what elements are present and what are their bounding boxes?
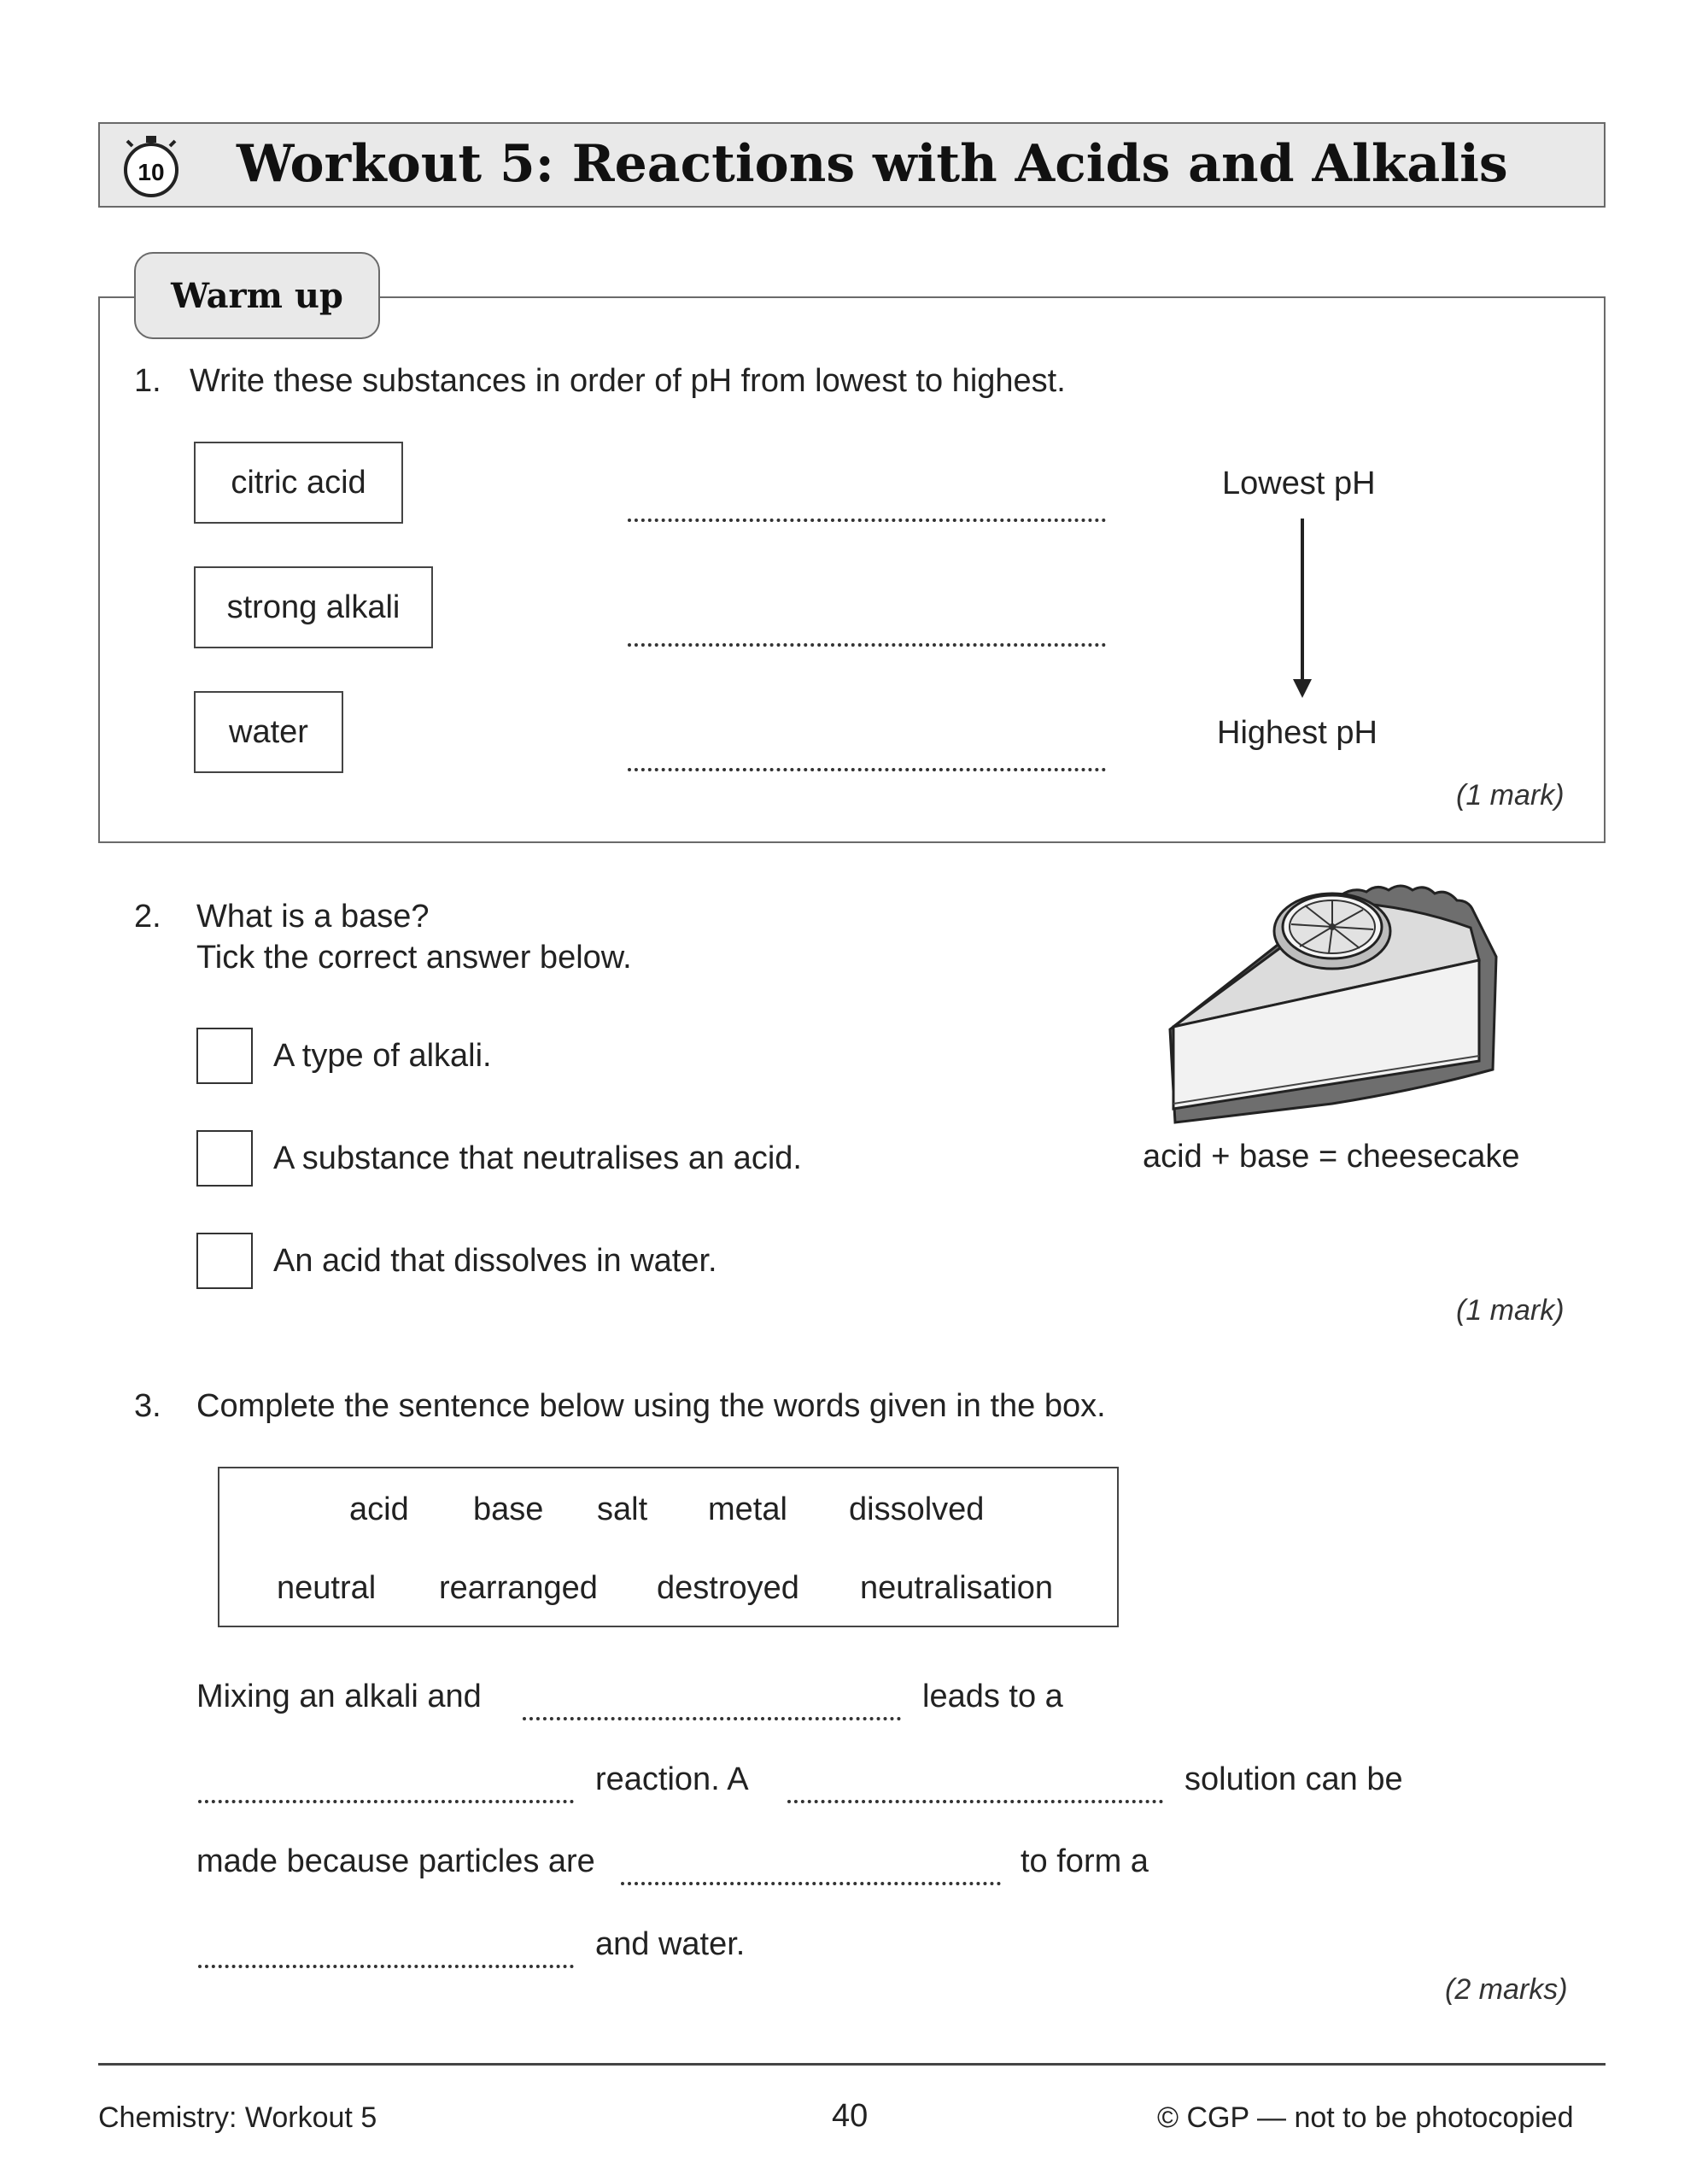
down-arrow-icon xyxy=(1281,517,1324,700)
q2-number: 2. xyxy=(134,899,161,935)
title-bar xyxy=(98,122,1606,208)
cheesecake-illustration xyxy=(1161,880,1503,1136)
sentence-part-3: reaction. A xyxy=(595,1761,749,1797)
q3-prompt: Complete the sentence below using the words given in the box. xyxy=(196,1388,1106,1424)
q3-number: 3. xyxy=(134,1388,161,1424)
tick-box-option-2[interactable] xyxy=(196,1130,253,1187)
word-dissolved: dissolved xyxy=(849,1491,985,1527)
word-box xyxy=(218,1467,1119,1627)
sentence-part-6: to form a xyxy=(1021,1843,1149,1879)
answer-line-3[interactable] xyxy=(628,768,1106,771)
blank-5[interactable] xyxy=(198,1965,574,1968)
q2-prompt-line2: Tick the correct answer below. xyxy=(196,940,632,976)
answer-line-1[interactable] xyxy=(628,519,1106,522)
stopwatch-icon xyxy=(115,131,187,202)
warmup-label: Warm up xyxy=(171,275,343,316)
sentence-part-7: and water. xyxy=(595,1926,746,1962)
word-metal: metal xyxy=(708,1491,787,1527)
q1-marks: (1 mark) xyxy=(1456,779,1565,812)
q3-marks: (2 marks) xyxy=(1445,1973,1568,2006)
q2-option-3: An acid that dissolves in water. xyxy=(273,1243,717,1279)
sentence-part-4: solution can be xyxy=(1184,1761,1403,1797)
substance-strong-alkali: strong alkali xyxy=(194,566,433,648)
blank-4[interactable] xyxy=(621,1882,1001,1885)
word-salt: salt xyxy=(597,1491,648,1527)
sentence-part-1: Mixing an alkali and xyxy=(196,1679,482,1714)
word-rearranged: rearranged xyxy=(439,1570,598,1606)
page-number: 40 xyxy=(832,2098,869,2134)
word-acid: acid xyxy=(349,1491,409,1527)
q2-option-1: A type of alkali. xyxy=(273,1038,492,1074)
answer-line-2[interactable] xyxy=(628,643,1106,647)
word-neutralisation: neutralisation xyxy=(860,1570,1054,1606)
footer-right: © CGP — not to be photocopied xyxy=(1157,2101,1574,2134)
page-title: Workout 5: Reactions with Acids and Alkalis xyxy=(237,134,1508,194)
word-neutral: neutral xyxy=(277,1570,377,1606)
blank-1[interactable] xyxy=(523,1717,901,1720)
lowest-ph-label: Lowest pH xyxy=(1222,466,1376,501)
word-destroyed: destroyed xyxy=(657,1570,799,1606)
q2-marks: (1 mark) xyxy=(1456,1294,1565,1327)
q1-prompt: Write these substances in order of pH from lowest to highest. xyxy=(190,363,1066,399)
q1-number: 1. xyxy=(134,363,161,399)
q2-option-2: A substance that neutralises an acid. xyxy=(273,1140,802,1176)
word-base: base xyxy=(473,1491,544,1527)
tick-box-option-3[interactable] xyxy=(196,1233,253,1289)
blank-2[interactable] xyxy=(198,1800,574,1803)
sentence-part-2: leads to a xyxy=(922,1679,1063,1714)
sentence-part-5: made because particles are xyxy=(196,1843,595,1879)
cheesecake-caption: acid + base = cheesecake xyxy=(1143,1139,1520,1175)
footer-left: Chemistry: Workout 5 xyxy=(98,2101,377,2134)
blank-3[interactable] xyxy=(787,1800,1163,1803)
substance-citric-acid: citric acid xyxy=(194,442,403,524)
q2-prompt-line1: What is a base? xyxy=(196,899,430,935)
warmup-tab xyxy=(134,252,380,339)
highest-ph-label: Highest pH xyxy=(1217,715,1378,751)
tick-box-option-1[interactable] xyxy=(196,1028,253,1084)
footer-divider xyxy=(98,2063,1606,2066)
substance-water: water xyxy=(194,691,343,773)
timer-minutes: 10 xyxy=(137,159,165,185)
